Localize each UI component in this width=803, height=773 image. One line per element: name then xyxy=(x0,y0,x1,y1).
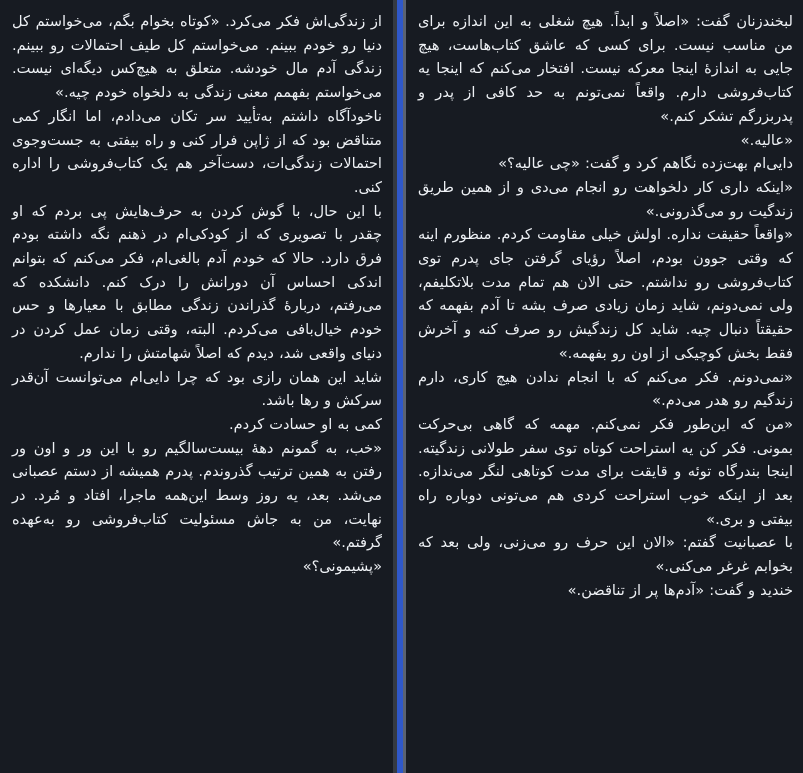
right-paragraph-5: «واقعاً حقیقت نداره. اولش خیلی مقاومت کردم. منظورم اینه که وقتی جوون بودم، اصلاً رؤیای گرفتن جای پدرم توی کتاب‌فروشی رو نداشتم. حتی الان هم تمام مدت بلاتکلیفم، ولی نمی‌دونم، شاید زمان زیادی صرف بشه تا آدم بفهمه که حقیقتاً دنبال چیه. شاید کل زندگیش رو صرف کنه و آخرش فقط بخش کوچیکی از اون رو بفهمه.» xyxy=(418,226,793,362)
right-paragraph-4: «اینکه داری کار دلخواهت رو انجام می‌دی و از همین طریق زندگیت رو می‌گذرونی.» xyxy=(418,178,793,220)
right-paragraph-3: دایی‌ام بهت‌زده نگاهم کرد و گفت: «چی عالیه؟» xyxy=(498,155,793,173)
left-paragraph-5: کمی به او حسادت کردم. xyxy=(229,415,382,433)
left-paragraph-2: ناخودآگاه داشتم به‌تأیید سر تکان می‌دادم، اما انگار کمی متناقض بود که از ژاپن فرار کنی و راه بیفتی به جست‌وجوی احتمالات زندگی‌ات، دست‌آخر هم یک کتاب‌فروشی را اداره کنی. xyxy=(12,107,382,196)
right-paragraph-9: خندید و گفت: «آدم‌ها پر از تناقضن.» xyxy=(567,581,793,599)
right-page xyxy=(406,0,803,773)
left-paragraph-1: از زندگی‌اش فکر می‌کرد. «کوتاه بخوام بگم، می‌خواستم کل دنیا رو خودم ببینم. می‌خواستم کل طیف احتمالات رو ببینم. زندگی آدم مال خودشه. متعلق به هیچ‌کس دیگه‌ای نیست. می‌خواستم بفهمم معنی زندگی به دلخواه خودم چیه.» xyxy=(12,13,382,102)
right-paragraph-8: با عصبانیت گفتم: «الان این حرف رو می‌زنی، ولی بعد که بخوابم غرغر می‌کنی.» xyxy=(418,534,793,576)
left-page-text xyxy=(12,10,382,579)
left-paragraph-6: «خب، به گمونم دههٔ بیست‌سالگیم رو با این ور و اون ور رفتن به همین ترتیب گذروندم. پدرم همیشه از دستم عصبانی می‌شد. بعد، یه روز وسط این‌همه ماجرا، افتاد و مُرد. در نهایت، من به جاش مسئولیت کتاب‌فروشی رو به‌عهده گرفتم.» xyxy=(12,439,382,552)
right-paragraph-1: لبخندزنان گفت: «اصلاً و ابداً. هیچ شغلی به این اندازه برای من مناسب نیست. برای کسی که عاشق کتاب‌هاست، هیچ جایی به اندازهٔ اینجا معرکه نیست. افتخار می‌کنم که اینجا یه کتاب‌فروشی دارم. واقعاً نمی‌تونم به حد کافی از پدر و پدربزرگم تشکر کنم.» xyxy=(418,13,793,125)
right-page-text xyxy=(418,10,793,603)
left-page xyxy=(0,0,393,773)
left-paragraph-3: با این حال، با گوش کردن به حرف‌هایش پی بردم که او چقدر با تصویری که از کودکی‌ام در ذهنم نگه داشته بودم فرق دارد. حالا که خودم آدم بالغی‌ام، فکر می‌کنم که بتوانم اندکی احساس آن دورانش را درک کنم. دانشکده که می‌رفتم، دربارهٔ گذراندن زندگی مطابق با معیارها و حس خودم خیال‌بافی می‌کردم. البته، وقتی زمان عمل کردن در دنیای واقعی شد، دیدم که اصلاً شهامتش را ندارم. xyxy=(12,202,382,362)
right-paragraph-7: «من که این‌طور فکر نمی‌کنم. مهمه که گاهی بی‌حرکت بمونی. فکر کن یه استراحت کوتاه توی سفر طولانی زندگیته. اینجا بندرگاه توئه و قایقت برای مدت کوتاهی لنگر می‌ندازه. بعد از اینکه خوب استراحت کردی هم می‌تونی دوباره راه بیفتی و بری.» xyxy=(418,415,793,528)
left-paragraph-7: «پشیمونی؟» xyxy=(302,558,382,576)
left-paragraph-4: شاید این همان رازی بود که چرا دایی‌ام می‌توانست آن‌قدر سرکش و رها باشد. xyxy=(12,368,382,410)
right-paragraph-2: «عالیه.» xyxy=(740,131,793,149)
right-paragraph-6: «نمی‌دونم. فکر می‌کنم که با انجام ندادن هیچ کاری، دارم زندگیم رو هدر می‌دم.» xyxy=(418,368,793,410)
